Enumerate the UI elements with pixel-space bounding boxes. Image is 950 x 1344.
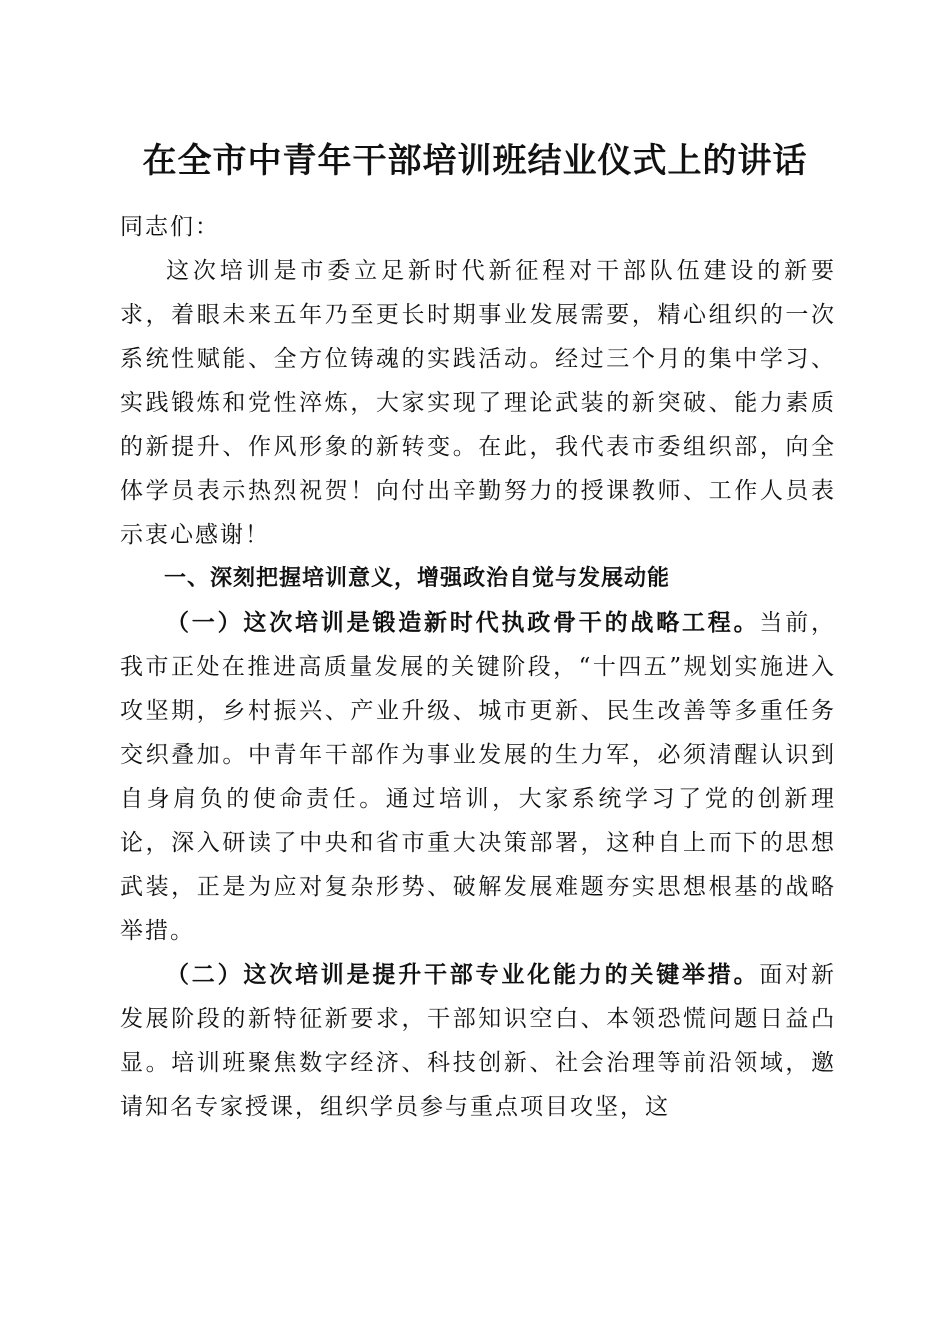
subsection-paragraph-2 xyxy=(120,953,836,1129)
document-body xyxy=(120,205,836,1129)
salutation: 同志们： xyxy=(120,214,220,240)
section-heading: 一、深刻把握培训意义，增强政治自觉与发展动能 xyxy=(164,566,671,591)
subsection-lead-2: （二）这次培训是提升干部专业化能力的关键举措。 xyxy=(166,961,760,988)
subsection-body-2: 面对新发展阶段的新特征新要求，干部知识空白、本领恐慌问题日益凸显。培训班聚焦数字经济、科技创新、社会治理等前沿领域，邀请知名专家授课，组织学员参与重点项目攻坚，这 xyxy=(120,962,837,1120)
intro-paragraph: 这次培训是市委立足新时代新征程对干部队伍建设的新要求，着眼未来五年乃至更长时期事业发展需要，精心组织的一次系统性赋能、全方位铸魂的实践活动。经过三个月的集中学习、实践锻炼和党性淬炼，大家实现了理论武装的新突破、能力素质的新提升、作风形象的新转变。在此，我代表市委组织部，向全体学员表示热烈祝贺！向付出辛勤努力的授课教师、工作人员表示衷心感谢！ xyxy=(120,258,836,548)
subsection-paragraph-1 xyxy=(120,601,836,953)
subsection-body-1: 当前，我市正处在推进高质量发展的关键阶段，“十四五”规划实施进入攻坚期，乡村振兴、产业升级、城市更新、民生改善等多重任务交织叠加。中青年干部作为事业发展的生力军，必须清醒认识到自身肩负的使命责任。通过培训，大家系统学习了党的创新理论，深入研读了中央和省市重大决策部署，这种自上而下的思想武装，正是为应对复杂形势、破解发展难题夯实思想根基的战略举措。 xyxy=(120,610,837,944)
document-title: 在全市中青年干部培训班结业仪式上的讲话 xyxy=(142,141,808,181)
subsection-lead-1: （一）这次培训是锻造新时代执政骨干的战略工程。 xyxy=(166,609,760,636)
